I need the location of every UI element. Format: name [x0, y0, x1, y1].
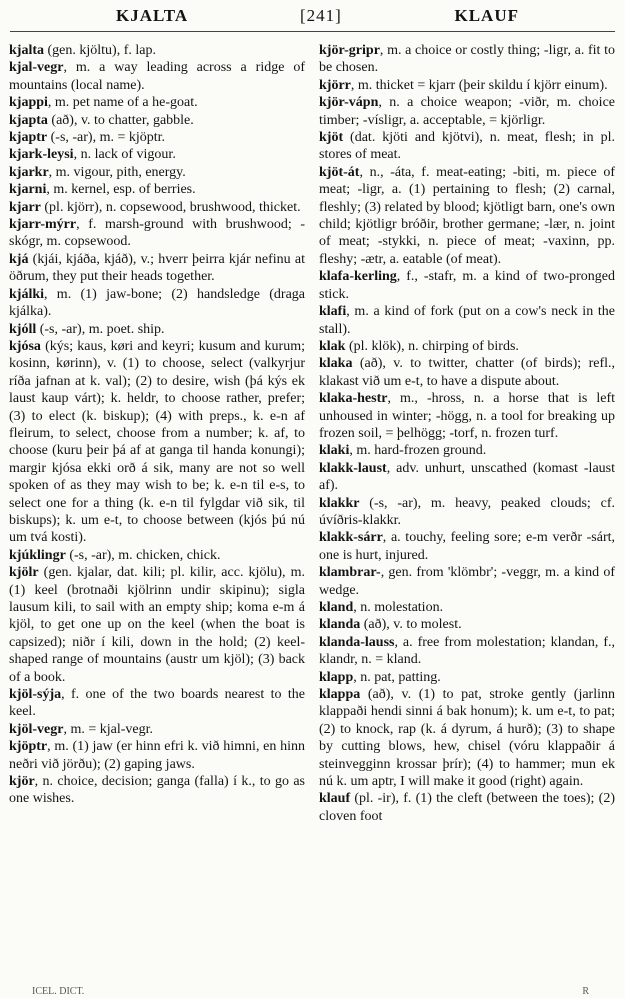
dictionary-entry: [319, 77, 615, 94]
entry-headword: klafi: [319, 304, 347, 320]
entry-headword: kjalta: [9, 43, 44, 58]
dictionary-entry: [319, 686, 615, 790]
entry-headword: klapp: [319, 669, 354, 685]
dictionary-entry: [319, 303, 615, 338]
entry-definition: , n. pat, patting.: [353, 669, 441, 685]
header-rule: [10, 31, 615, 32]
entry-definition: , a. free from molestation; klandan, f., klandr, n. = kland.: [319, 634, 615, 668]
entry-headword: kjark-leysi: [9, 147, 74, 163]
entry-definition: (gen. kjalar, dat. kili; pl. kilir, acc. kjölu), m. (1) keel (brotnaði kjölrinn undir skipinu); sigla lausum kili, to sail with an empty ship; koma e-m á kjöl, to get one up on the keel (when the boat is capsized); niðr í kili, down in the hold; (2) keel-shaped range of mountains (austr um kjöl); (3) back of a book.: [9, 565, 305, 685]
dictionary-entry: [9, 59, 305, 94]
entry-definition: , m. pet name of a he-goat.: [47, 95, 198, 111]
dictionary-entry: [9, 686, 305, 721]
entry-definition: (kýs; kaus, køri and keyri; kusum and kurum; kosinn, kørinn), v. (1) to choose, select (valkyrjur ríða jafnan at k. val); (2) to desire, wish (þá kýs ek laust kaup várt); k. heldr, to choose rather, prefer; (3) to elect (k. biskup); (4) with preps., k. e-n af fleirum, to select, choose from a number; k. af, to choose (kuru þeir þá af at ganga til handa konungi); margir kjósa ekki orð á sik, many are not so well spoken of as they may wish to be; k. e-n til e-s, to select one for a thing (k. e-n til fylgdar við sik, til biskups); k. um e-t, to choose between (kjós þú nú um tvá kosti).: [9, 338, 305, 546]
dictionary-entry: [9, 321, 305, 338]
entry-headword: klanda: [319, 617, 361, 633]
entry-headword: kjarni: [9, 182, 47, 198]
dictionary-entry: [9, 721, 305, 738]
dictionary-entry: [319, 94, 615, 129]
dictionary-entry: [9, 112, 305, 129]
entry-headword: kjöt-át: [319, 164, 360, 180]
dictionary-entry: [319, 790, 615, 825]
dictionary-entry: [9, 181, 305, 198]
entry-definition: , m. (1) jaw-bone; (2) handsledge (draga kjálka).: [9, 286, 305, 320]
entry-definition: (kjái, kjáða, kjáð), v.; hverr þeirra kjár nefinu at öðrum, they put their heads together.: [9, 251, 305, 285]
entry-headword: kjá: [9, 251, 29, 267]
entry-headword: klakk-laust: [319, 460, 387, 476]
entry-headword: kjör-vápn: [319, 95, 379, 111]
entry-headword: kjarr: [9, 199, 41, 215]
dictionary-entry: [319, 669, 615, 686]
entry-headword: kjöl-vegr: [9, 721, 64, 737]
entry-definition: , adv. unhurt, unscathed (komast -laust af).: [319, 460, 615, 494]
right-column: [319, 42, 615, 825]
entry-headword: klakk-sárr: [319, 530, 383, 546]
entry-definition: , m. a kind of fork (put on a cow's neck in the stall).: [319, 304, 615, 337]
dictionary-entry: [9, 146, 305, 163]
entry-definition: , f. one of the two boards nearest to the keel.: [9, 687, 305, 720]
entry-headword: klaka-hestr: [319, 391, 388, 407]
dictionary-entry: [9, 738, 305, 773]
dictionary-entry: [319, 599, 615, 616]
dictionary-entry: [9, 164, 305, 181]
entry-headword: klak: [319, 338, 346, 354]
entry-headword: kjarr-mýrr: [9, 217, 77, 233]
footer-signature: ICEL. DICT.: [32, 986, 85, 997]
entry-definition: , n. molestation.: [353, 600, 444, 615]
entry-definition: , f., -stafr, m. a kind of two-pronged stick.: [319, 269, 615, 302]
entry-definition: , m. vigour, pith, energy.: [48, 164, 186, 180]
dictionary-entry: [319, 460, 615, 495]
dictionary-entry: [9, 251, 305, 286]
entry-definition: , m. hard-frozen ground.: [349, 443, 487, 459]
dictionary-entry: [319, 390, 615, 442]
dictionary-entry: [319, 355, 615, 390]
dictionary-entry: [319, 338, 615, 355]
entry-headword: kjöl-sýja: [9, 687, 62, 703]
entry-definition: , m. (1) jaw (er hinn efri k. við himni, en hinn neðri við jörðu); (2) gaping jaws.: [9, 739, 305, 772]
entry-definition: (að), v. to molest.: [360, 617, 462, 633]
dictionary-entry: [319, 442, 615, 459]
entry-definition: (að), v. (1) to pat, stroke gently (jarlinn klappaði hendi sinni á bak honum); k. um e-t, to pat; (2) to knock, rap (k. á dyrum, á hurð); (3) to shape by cutting blows, hew, chisel (vóru klappaðir á steinvegginn krossar þrír); (4) to hammer; mun ek nú k. um aptr, I will make it good (right) again.: [319, 687, 615, 790]
entry-headword: kjappi: [9, 95, 48, 111]
entry-headword: klakkr: [319, 495, 360, 511]
entry-definition: , m. kernel, esp. of berries.: [46, 182, 196, 198]
entry-headword: kjölr: [9, 565, 39, 581]
entry-headword: klaka: [319, 356, 353, 372]
entry-definition: , gen. from 'klömbr'; -veggr, m. a kind of wedge.: [319, 565, 615, 598]
entry-definition: (-s, -ar), m. heavy, peaked clouds; cf. úvíðris-klakkr.: [319, 495, 615, 528]
entry-headword: klappa: [319, 687, 361, 703]
running-header: [10, 6, 615, 30]
entry-definition: , m. a way leading across a ridge of mountains (local name).: [9, 60, 305, 93]
dictionary-entry: [319, 616, 615, 633]
entry-definition: , n., -áta, f. meat-eating; -biti, m. piece of meat; -ligr, a. (1) pertaining to flesh; (2) carnal, fleshly; (3) related by blood; kjötligt barn, one's own child; kjötligr bróðir, brother germane; -lær, n. joint of meat; -stykki, n. piece of meat; -vaxinn, pp. fleshy; -ætr, a. eatable (of meat).: [319, 164, 615, 267]
entry-headword: kjapta: [9, 112, 48, 128]
entry-definition: (-s, -ar), m. chicken, chick.: [65, 547, 221, 563]
footer-gathering-mark: R: [582, 986, 589, 997]
entry-definition: (gen. kjöltu), f. lap.: [44, 43, 156, 58]
entry-definition: (-s, -ar), m. = kjöptr.: [47, 130, 166, 146]
entry-headword: kjöptr: [9, 739, 48, 755]
entry-definition: , f. marsh-ground with brushwood; -skógr, m. copsewood.: [9, 217, 305, 250]
dictionary-entry: [9, 42, 305, 59]
entry-headword: kjal-vegr: [9, 60, 64, 76]
dictionary-entry: [9, 94, 305, 111]
dictionary-entry: [319, 42, 615, 77]
entry-headword: kjaptr: [9, 130, 48, 146]
entry-definition: , m., -hross, n. a horse that is left unhoused in winter; -högg, n. a tool for breaking up frozen soil, = þelhögg; -torf, n. frozen turf.: [319, 391, 615, 441]
dictionary-entry: [9, 338, 305, 547]
left-column: [9, 42, 305, 808]
entry-definition: , a. touchy, feeling sore; e-m verðr -sárt, one is hurt, injured.: [319, 530, 615, 563]
dictionary-entry: [9, 199, 305, 216]
dictionary-entry: [319, 495, 615, 530]
entry-headword: kjarkr: [9, 164, 49, 180]
dictionary-entry: [9, 773, 305, 808]
entry-definition: (pl. klök), n. chirping of birds.: [345, 338, 519, 354]
entry-headword: kjöt: [319, 130, 344, 146]
entry-headword: klafa-kerling: [319, 269, 397, 285]
dictionary-entry: [319, 634, 615, 669]
entry-definition: , n. lack of vigour.: [73, 147, 176, 163]
dictionary-entry: [319, 564, 615, 599]
entry-definition: (-s, -ar), m. poet. ship.: [36, 321, 165, 337]
entry-definition: (að), v. to twitter, chatter (of birds); refl., klakast við um e-t, to have a dispute about.: [319, 356, 615, 389]
entry-headword: klauf: [319, 791, 351, 807]
entry-headword: klaki: [319, 443, 350, 459]
dictionary-entry: [9, 216, 305, 251]
page-number: [241]: [300, 6, 342, 25]
dictionary-entry: [319, 164, 615, 268]
entry-definition: , n. choice, decision; ganga (falla) í k., to go as one wishes.: [9, 774, 305, 807]
dictionary-entry: [9, 286, 305, 321]
entry-definition: (dat. kjöti and kjötvi), n. meat, flesh; in pl. stores of meat.: [319, 130, 615, 163]
dictionary-entry: [9, 564, 305, 686]
dictionary-entry: [9, 129, 305, 146]
entry-definition: , m. a choice or costly thing; -ligr, a. fit to be chosen.: [319, 43, 615, 76]
entry-headword: kjör-gripr: [319, 43, 380, 58]
entry-definition: (pl. kjörr), n. copsewood, brushwood, thicket.: [40, 199, 301, 215]
entry-headword: kjálki: [9, 286, 45, 302]
dictionary-entry: [319, 129, 615, 164]
dictionary-entry: [319, 268, 615, 303]
entry-headword: klambrar-: [319, 565, 381, 581]
entry-headword: kjör: [9, 774, 35, 790]
header-last-headword: KLAUF: [454, 6, 519, 25]
entry-headword: klanda-lauss: [319, 634, 395, 650]
entry-definition: , m. = kjal-vegr.: [63, 721, 153, 737]
entry-headword: kjörr: [319, 77, 351, 93]
entry-definition: (pl. -ir), f. (1) the cleft (between the toes); (2) cloven foot: [319, 791, 615, 824]
entry-headword: kjóll: [9, 321, 37, 337]
entry-definition: (að), v. to chatter, gabble.: [47, 112, 194, 128]
entry-definition: , n. a choice weapon; -viðr, m. choice timber; -vísligr, a. acceptable, = kjörligr.: [319, 95, 615, 128]
entry-headword: kland: [319, 600, 354, 615]
header-first-headword: KJALTA: [116, 6, 189, 25]
entry-headword: kjósa: [9, 338, 41, 354]
entry-definition: , m. thicket = kjarr (þeir skildu í kjörr einum).: [350, 77, 608, 93]
dictionary-entry: [319, 529, 615, 564]
dictionary-entry: [9, 547, 305, 564]
entry-headword: kjúklingr: [9, 547, 66, 563]
